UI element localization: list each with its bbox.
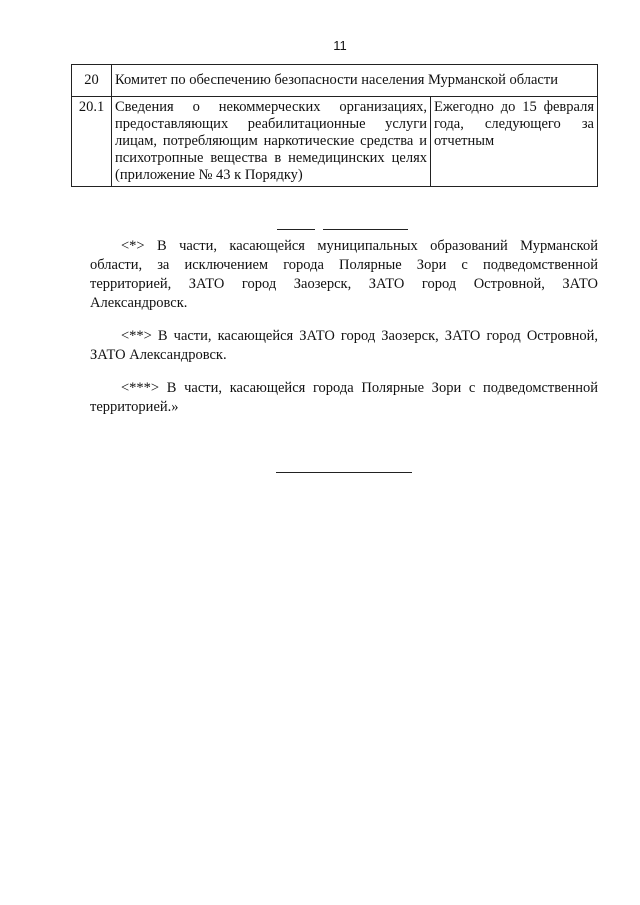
row-description: Сведения о некоммерческих организациях, предоставляющих реабилитационные услуги лицам, потребляющим наркотические средства и психотропные вещества в немедицинских целях (приложение № 43 к Порядку) [112, 97, 431, 187]
row-number: 20.1 [72, 97, 112, 187]
section-number: 20 [72, 65, 112, 97]
table-section-row [72, 65, 598, 97]
end-separator-line [276, 472, 412, 473]
table-row [72, 97, 598, 187]
page-number: 11 [333, 38, 347, 53]
row-deadline: Ежегодно до 15 февраля года, следующего за отчетным [431, 97, 598, 187]
separator-line-left [277, 229, 315, 230]
footnotes [90, 237, 598, 431]
footnote-3: <***> В части, касающейся города Полярные Зори с подведомственной территорией.» [90, 380, 598, 415]
reporting-table [71, 64, 598, 187]
separator-line-right [323, 229, 408, 230]
footnote-2: <**> В части, касающейся ЗАТО город Заозерск, ЗАТО город Островной, ЗАТО Александровск. [90, 328, 598, 363]
section-title: Комитет по обеспечению безопасности населения Мурманской области [112, 65, 598, 97]
footnote-1: <*> В части, касающейся муниципальных образований Мурманской области, за исключением города Полярные Зори с подведомственной территорией, ЗАТО город Заозерск, ЗАТО город Островной, ЗАТО Александровск. [90, 238, 598, 311]
